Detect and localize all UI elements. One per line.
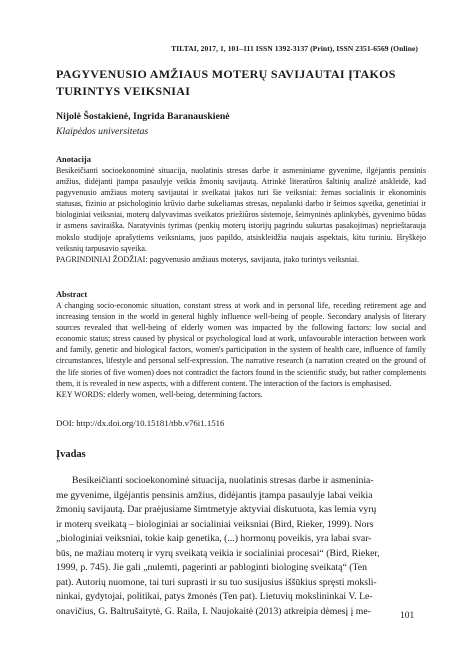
affiliation: Klaipėdos universitetas (56, 126, 149, 137)
section-heading-ivadas: Įvadas (56, 449, 86, 460)
running-head: TILTAI, 2017, 1, 101–111 ISSN 1392-3137 (Print), ISSN 2351-6569 (Online) (171, 44, 418, 53)
anotacija-section (56, 154, 426, 265)
abstract-text: A changing socio-economic situation, constant stress at work and in personal life, receding retirement age and increasing tension in the world in general highly influence well-being of people. Secondary analysis of literary sources revealed that well-being of elderly women was impacted by the following factors: low social and economic status; stress caused by physical or psychological load at work, unfavourable interaction between work and family, genetic and biological factors, women's participation in the system of health care, influence of family circumstances, lifestyle and personal self-expression. The narrative research (a narration created on the ground of the life stories of five women) does not contradict the factors found in the scientific study, but rather complements them, it is revealed in new aspects, with a different content. The interaction of the factors is emphasised. (56, 301, 426, 388)
body-line: ir moterų sveikatą – biologiniai ar socialiniai veiksniai (Bird, Rieker, 1999). Nors (56, 518, 374, 530)
body-line: „biologiniai veiksniai, tokie kaip genetika, (...) hormonų poveikis, yra labai svar- (56, 533, 372, 545)
anotacija-heading: Anotacija (56, 155, 91, 164)
article-title (56, 66, 426, 100)
anotacija-keywords: PAGRINDINIAI ŽODŽIAI: pagyvenusio amžiaus moterys, savijauta, įtako turintys veiksniai. (56, 254, 359, 264)
body-text (56, 474, 418, 619)
body-line: Besikeičianti socioekonominė situacija, nuolatinis stresas darbe ir asmeninia- (72, 475, 374, 486)
body-line: būs, ne mažiau moterų ir vyrų sveikatą veikia ir socialiniai procesai“ (Bird, Rieker, (56, 547, 380, 559)
body-line: me gyvenime, ilgėjantis pensinis amžius, didėjantis įtampa pasaulyje labai veikia (56, 489, 373, 501)
abstract-section (56, 289, 426, 400)
abstract-keywords: KEY WORDS: elderly women, well-being, determining factors. (56, 389, 263, 399)
title-line: TURINTYS VEIKSNIAI (56, 84, 191, 98)
anotacija-text: Besikeičianti socioekonominė situacija, nuolatinis stresas darbe ir asmeniniame gyvenime, ilgėjantis pensinis amžius, didėjanti įtampa pasaulyje veikia žmonių savijautą. Atrinkė literatūros šaltinių analizė atskleidė, kad pagyvenusio amžiaus moterų savijautai ir sveikatai įtakos turi šie veiksniai: žemas socialinis ir ekonominis statusas, fizinio ar psichologinio krūvio darbe sukeliamas stresas, nepalanki darbo ir šeimos sąveika, genetiniai ir biologiniai veiksniai, moterų dalyvavimas sveikatos priežiūros sistemoje, šeimyninės aplinkybės, gyvenimo būdas ir asmens saviraiška. Naratyvinis tyrimas (penkių moterų istorijų pagrindu sukurtas pasakojimas) neprieštarauja mokslo studijoje aprašytiems veiksniams, juos papildo, atsiskleidžia naujais aspektais, kitu turiniu. Išryškėjo veiksnių tarpusavio sąveika. (56, 166, 426, 253)
body-line: pat). Autorių nuomone, tai turi suprasti ir su tuo susijusius iššūkius spręsti moksli- (56, 576, 377, 588)
abstract-heading: Abstract (56, 290, 88, 299)
body-line: onavičius, G. Baltrušaitytė, G. Raila, I. Naujokaitė (2013) atkreipia dėmesį į me- (56, 605, 371, 617)
title-line: PAGYVENUSIO AMŽIAUS MOTERŲ SAVIJAUTAI ĮTAKOS (56, 67, 396, 81)
body-line: ninkai, gydytojai, politikai, patys žmonės (Ten pat). Lietuvių mokslininkai V. Le- (56, 591, 373, 603)
body-line: 1999, p. 745). Jie gali „nulemti, pagerinti ar pabloginti biologinę sveikatą“ (Ten (56, 562, 367, 574)
page-number: 101 (400, 611, 415, 621)
authors: Nijolė Šostakienė, Ingrida Baranauskienė (56, 111, 230, 122)
doi-link[interactable]: DOI: http://dx.doi.org/10.15181/tbb.v76i1.1516 (56, 418, 225, 428)
body-line: žmonių savijautą. Dar praėjusiame šimtmetyje aktyviai diskutuota, kas lemia vyrų (56, 504, 377, 516)
